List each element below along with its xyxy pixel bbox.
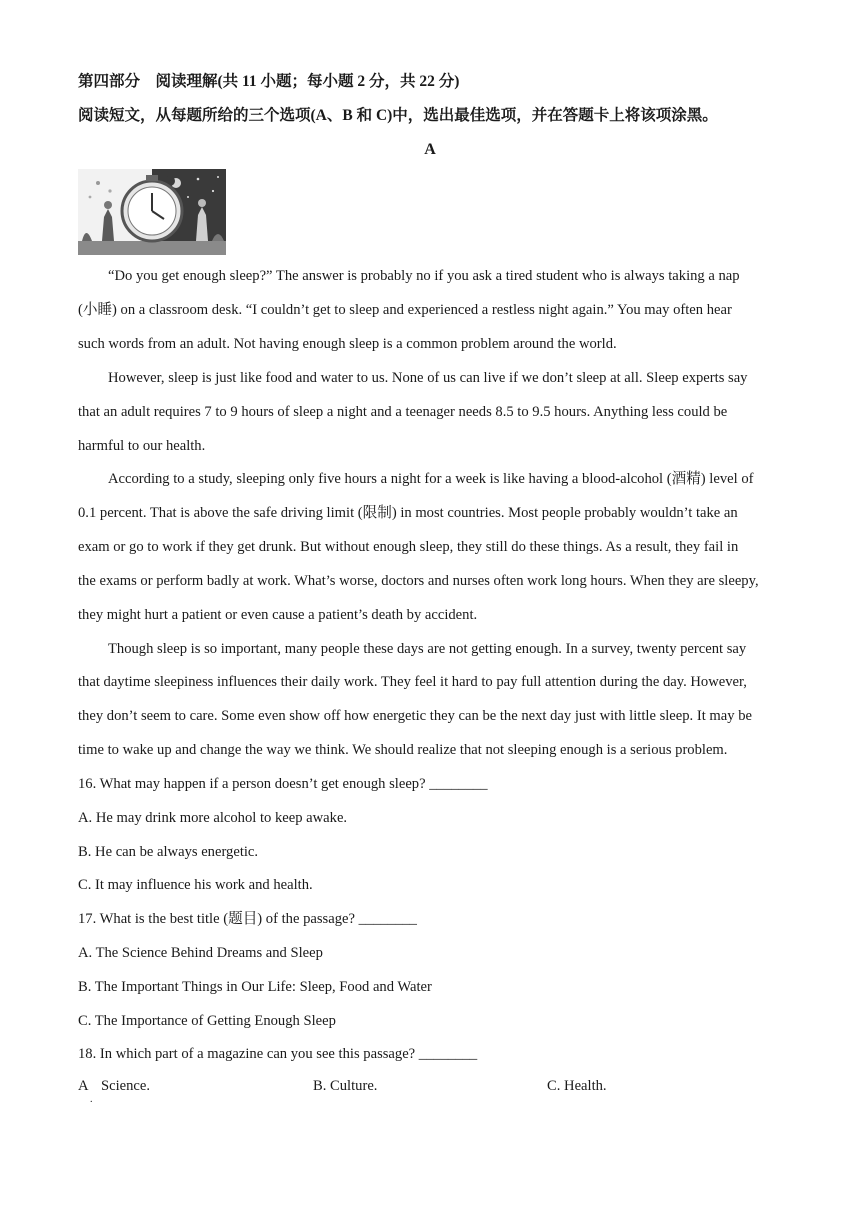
question-17-option-b[interactable]: B. The Important Things in Our Life: Sleep, Food and Water [78, 979, 432, 995]
passage-line: According to a study, sleeping only five hours a night for a week is like having a blood-alcohol (酒精) level of [108, 471, 754, 487]
passage-line: that an adult requires 7 to 9 hours of sleep a night and a teenager needs 8.5 to 9.5 hours. Anything less could be [78, 404, 728, 420]
question-18-option-a[interactable]: Science. [101, 1078, 151, 1094]
passage-line: However, sleep is just like food and water to us. None of us can live if we don’t sleep at all. Sleep experts say [108, 370, 748, 386]
passage-line: they don’t seem to care. Some even show off how energetic they can be the next day just with little sleep. It may be [78, 708, 752, 724]
section-instruction: 阅读短文，从每题所给的三个选项(A、B 和 C)中，选出最佳选项，并在答题卡上将该项涂黑。 [78, 107, 718, 124]
question-17-option-a[interactable]: A. The Science Behind Dreams and Sleep [78, 945, 323, 961]
passage-line: “Do you get enough sleep?” The answer is probably no if you ask a tired student who is always taking a nap [108, 268, 740, 284]
question-18-option-c[interactable]: C. Health. [547, 1078, 607, 1094]
passage-line: harmful to our health. [78, 438, 206, 454]
question-18-option-b[interactable]: B. Culture. [313, 1078, 378, 1094]
passage-line: 0.1 percent. That is above the safe driving limit (限制) in most countries. Most people probably wouldn’t take an [78, 505, 738, 521]
sleep-clock-illustration [78, 169, 226, 255]
question-16-option-c[interactable]: C. It may influence his work and health. [78, 877, 313, 893]
question-18-option-a-letter[interactable]: A [78, 1078, 89, 1094]
question-17-option-c[interactable]: C. The Importance of Getting Enough Sleep [78, 1013, 336, 1029]
passage-line: (小睡) on a classroom desk. “I couldn’t get to sleep and experienced a restless night again.” You may often hear [78, 302, 732, 318]
question-16-option-a[interactable]: A. He may drink more alcohol to keep awake. [78, 810, 348, 826]
question-16-option-b[interactable]: B. He can be always energetic. [78, 844, 259, 860]
passage-line: time to wake up and change the way we think. We should realize that not sleeping enough is a serious problem. [78, 742, 728, 758]
section-heading: 第四部分 阅读理解(共 11 小题；每小题 2 分，共 22 分) [78, 73, 460, 90]
passage-line: that daytime sleepiness influences their daily work. They feel it hard to pay full attention during the day. However, [78, 674, 747, 690]
passage-line: the exams or perform badly at work. What’s worse, doctors and nurses often work long hours. When they are sleepy, [78, 573, 759, 589]
question-16-stem: 16. What may happen if a person doesn’t get enough sleep? ________ [78, 776, 488, 792]
passage-label: A [424, 141, 436, 158]
passage-line: Though sleep is so important, many people these days are not getting enough. In a survey, twenty percent say [108, 641, 747, 657]
stray-dot: . [90, 1094, 93, 1105]
passage-line: exam or go to work if they get drunk. But without enough sleep, they still do these things. As a result, they fail in [78, 539, 739, 555]
question-18-stem: 18. In which part of a magazine can you see this passage? ________ [78, 1046, 478, 1062]
passage-line: they might hurt a patient or even cause a patient’s death by accident. [78, 607, 478, 623]
passage-line: such words from an adult. Not having enough sleep is a common problem around the world. [78, 336, 617, 352]
question-17-stem: 17. What is the best title (题目) of the passage? ________ [78, 911, 417, 927]
